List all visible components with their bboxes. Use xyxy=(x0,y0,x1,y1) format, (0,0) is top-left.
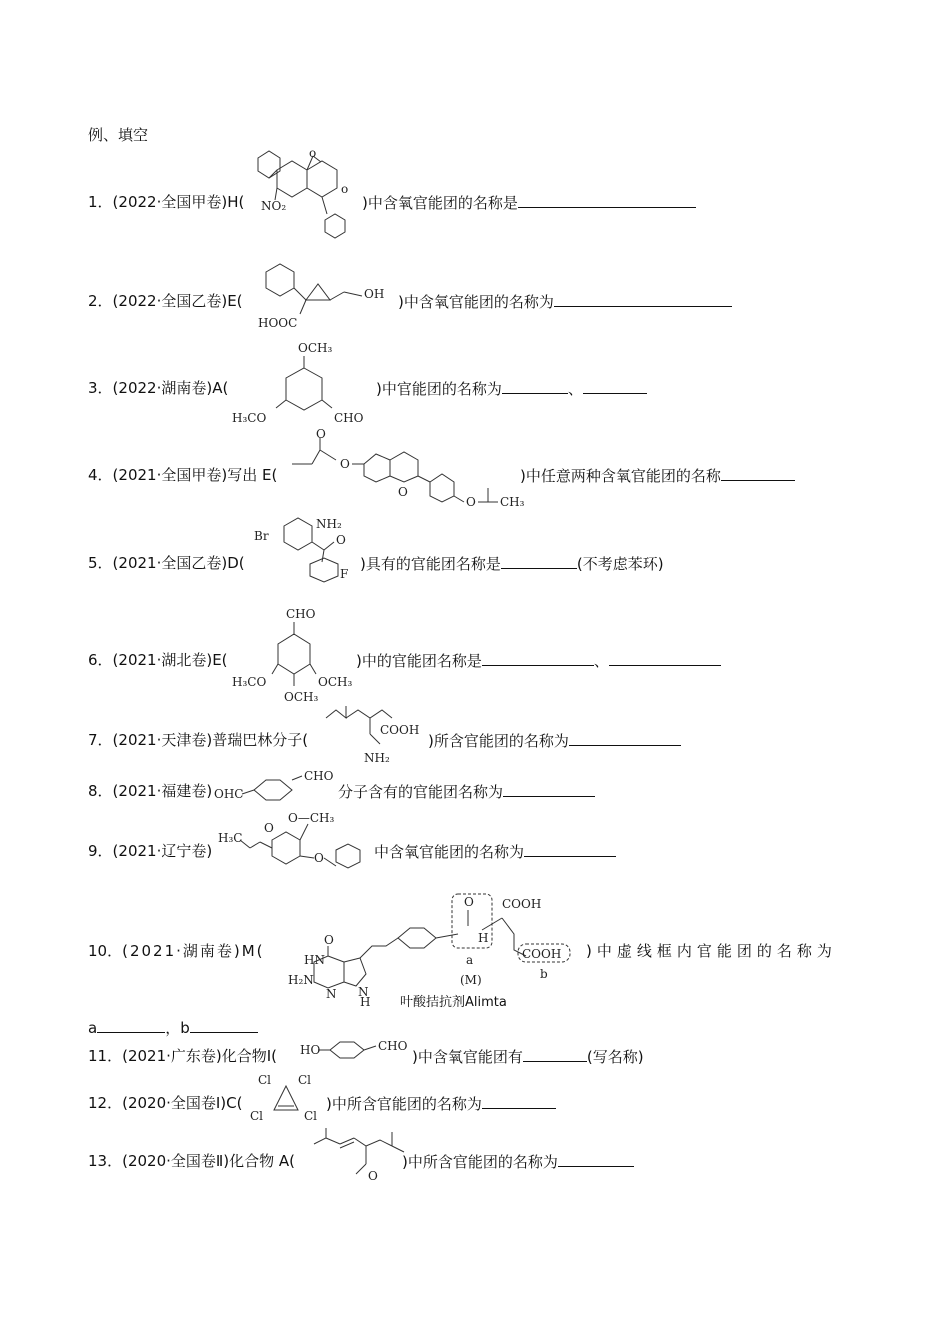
question-number: 12． xyxy=(88,1094,123,1112)
svg-text:HO: HO xyxy=(300,1043,321,1057)
answer-blank-1[interactable] xyxy=(502,379,568,394)
svg-text:b: b xyxy=(540,967,548,981)
section-heading: 例、填空 xyxy=(88,126,149,144)
svg-text:CHO: CHO xyxy=(286,607,316,621)
answer-blank-1[interactable] xyxy=(482,651,594,666)
question-source: (2021·福建卷) xyxy=(112,782,213,800)
svg-text:CHO: CHO xyxy=(304,769,334,783)
question-source: (2021·辽宁卷) xyxy=(112,842,213,860)
structure-e xyxy=(256,262,396,334)
svg-text:o: o xyxy=(309,146,317,160)
svg-text:O: O xyxy=(314,851,324,865)
svg-text:O: O xyxy=(464,895,474,909)
svg-text:O: O xyxy=(368,1169,378,1183)
answer-blank[interactable] xyxy=(524,842,616,857)
question-13 xyxy=(88,1152,295,1170)
structure-hydroxybenzaldehyde xyxy=(296,1036,414,1066)
svg-text:COOH: COOH xyxy=(380,723,420,737)
svg-text:H₂N: H₂N xyxy=(288,973,314,987)
structure-d xyxy=(252,512,360,582)
svg-text:Cl: Cl xyxy=(304,1109,318,1123)
answer-blank[interactable] xyxy=(569,731,681,746)
question-number: 13． xyxy=(88,1152,123,1170)
question-source: (2021·广东卷)化合物Ⅰ( xyxy=(122,1047,278,1065)
question-6 xyxy=(88,651,228,669)
question-1 xyxy=(88,193,244,211)
svg-text:Cl: Cl xyxy=(298,1073,312,1087)
structure-pregabalin xyxy=(322,704,432,766)
svg-text:OCH₃: OCH₃ xyxy=(318,675,353,689)
question-3-tail: )中官能团的名称为 、 xyxy=(376,379,647,398)
question-number: 9． xyxy=(88,842,113,860)
question-9 xyxy=(88,842,212,860)
svg-text:H: H xyxy=(360,995,371,1009)
question-10-tail: )中虚线框内官能团的名称为 xyxy=(586,942,837,960)
question-number: 11． xyxy=(88,1047,123,1065)
h3co-label: H₃CO xyxy=(232,411,267,425)
question-source: (2022·湖南卷)A( xyxy=(112,379,229,397)
svg-text:O: O xyxy=(264,821,274,835)
question-7-tail: )所含官能团的名称为 xyxy=(428,731,681,750)
svg-text:COOH: COOH xyxy=(522,947,562,961)
structure-a xyxy=(228,338,378,430)
svg-text:Cl: Cl xyxy=(258,1073,272,1087)
br-label: Br xyxy=(254,529,269,543)
svg-text:O: O xyxy=(340,457,350,471)
svg-text:N: N xyxy=(358,985,369,999)
question-source: (2021·天津卷)普瑞巴林分子( xyxy=(112,731,309,749)
question-8-tail: 分子含有的官能团名称为 xyxy=(338,782,595,801)
question-8 xyxy=(88,782,212,800)
question-source: (2021·湖南卷)M( xyxy=(122,942,265,960)
svg-text:o: o xyxy=(341,182,349,196)
answer-blank-2[interactable] xyxy=(583,379,647,394)
hooc-label: HOOC xyxy=(258,316,298,330)
question-number: 5． xyxy=(88,554,113,572)
question-5-tail: )具有的官能团名称是 (不考虑苯环) xyxy=(360,555,664,573)
answer-blank[interactable] xyxy=(518,193,696,208)
answer-blank-2[interactable] xyxy=(609,651,721,666)
question-1-tail: )中含氧官能团的名称是 xyxy=(362,193,696,212)
svg-text:OCH₃: OCH₃ xyxy=(284,690,319,704)
structure-compound-a xyxy=(310,1124,410,1186)
svg-text:NO₂: NO₂ xyxy=(261,199,287,213)
svg-text:Cl: Cl xyxy=(250,1109,264,1123)
svg-text:CHO: CHO xyxy=(378,1039,408,1053)
svg-text:O: O xyxy=(324,933,334,947)
answer-blank-b[interactable] xyxy=(190,1018,258,1033)
svg-text:F: F xyxy=(340,567,349,581)
figure-caption: 叶酸拮抗剂Alimta xyxy=(400,995,507,1010)
svg-text:(M): (M) xyxy=(460,973,482,987)
answer-blank[interactable] xyxy=(721,466,795,481)
question-number: 4． xyxy=(88,466,113,484)
question-11 xyxy=(88,1047,277,1065)
svg-text:O—CH₃: O—CH₃ xyxy=(288,811,335,825)
oh-label: OH xyxy=(364,287,385,301)
structure-h xyxy=(255,148,363,258)
structure-tetrachlorocyclopropene xyxy=(246,1070,330,1126)
och3-label: OCH₃ xyxy=(298,341,333,355)
question-4-tail: )中任意两种含氧官能团的名称 xyxy=(520,466,795,485)
question-2-tail: )中含氧官能团的名称为 xyxy=(398,292,732,311)
svg-text:H₃CO: H₃CO xyxy=(232,675,267,689)
answer-blank[interactable] xyxy=(501,554,577,569)
structure-e-isoflavone xyxy=(288,427,525,518)
cho-label: CHO xyxy=(334,411,364,425)
question-13-tail: )中所含官能团的名称为 xyxy=(402,1152,634,1171)
svg-text:H₃C: H₃C xyxy=(218,831,243,845)
question-source: (2021·湖北卷)E( xyxy=(112,651,228,669)
answer-blank[interactable] xyxy=(482,1094,556,1109)
svg-text:H: H xyxy=(478,931,489,945)
question-6-tail: )中的官能团名称是 、 xyxy=(356,651,721,670)
svg-text:HN: HN xyxy=(304,953,325,967)
question-number: 10． xyxy=(88,942,123,960)
question-source: (2020·全国卷Ⅰ)C( xyxy=(122,1094,243,1112)
question-number: 6． xyxy=(88,651,113,669)
svg-text:CH₃: CH₃ xyxy=(500,495,525,509)
question-source: (2020·全国卷Ⅱ)化合物 A( xyxy=(122,1152,296,1170)
question-12 xyxy=(88,1094,243,1112)
svg-text:OHC: OHC xyxy=(214,787,244,801)
question-12-tail: )中所含官能团的名称为 xyxy=(326,1094,556,1113)
svg-text:O: O xyxy=(316,427,326,441)
question-number: 7． xyxy=(88,731,113,749)
answer-blank[interactable] xyxy=(523,1047,587,1062)
answer-blank[interactable] xyxy=(503,782,595,797)
question-11-tail: )中含氧官能团有 (写名称) xyxy=(412,1048,644,1066)
svg-text:COOH: COOH xyxy=(502,897,542,911)
question-7 xyxy=(88,731,308,749)
svg-text:O: O xyxy=(466,495,476,509)
nh2-label: NH₂ xyxy=(316,517,342,531)
question-number: 1． xyxy=(88,193,113,211)
question-source: (2022·全国甲卷)H( xyxy=(112,193,245,211)
question-10 xyxy=(88,942,265,960)
question-4 xyxy=(88,466,277,484)
question-10-answers: a ，b xyxy=(88,1018,258,1037)
svg-text:NH₂: NH₂ xyxy=(364,751,390,765)
answer-blank[interactable] xyxy=(554,292,732,307)
structure-ester xyxy=(214,810,374,876)
svg-text:O: O xyxy=(336,533,346,547)
question-source: (2021·全国乙卷)D( xyxy=(112,554,245,572)
answer-blank-a[interactable] xyxy=(97,1018,165,1033)
question-number: 8． xyxy=(88,782,113,800)
question-2 xyxy=(88,292,243,310)
svg-text:N: N xyxy=(326,987,337,1001)
question-9-tail: 中含氧官能团的名称为 xyxy=(374,842,616,861)
question-source: (2022·全国乙卷)E( xyxy=(112,292,243,310)
question-5 xyxy=(88,554,245,572)
question-number: 3． xyxy=(88,379,113,397)
svg-text:O: O xyxy=(398,485,408,499)
question-3 xyxy=(88,379,228,397)
structure-terephthalaldehyde xyxy=(212,764,342,806)
svg-text:a: a xyxy=(466,953,474,967)
question-source: (2021·全国甲卷)写出 E( xyxy=(112,466,278,484)
answer-blank[interactable] xyxy=(558,1152,634,1167)
question-number: 2． xyxy=(88,292,113,310)
structure-e-trimethoxy xyxy=(228,604,356,706)
